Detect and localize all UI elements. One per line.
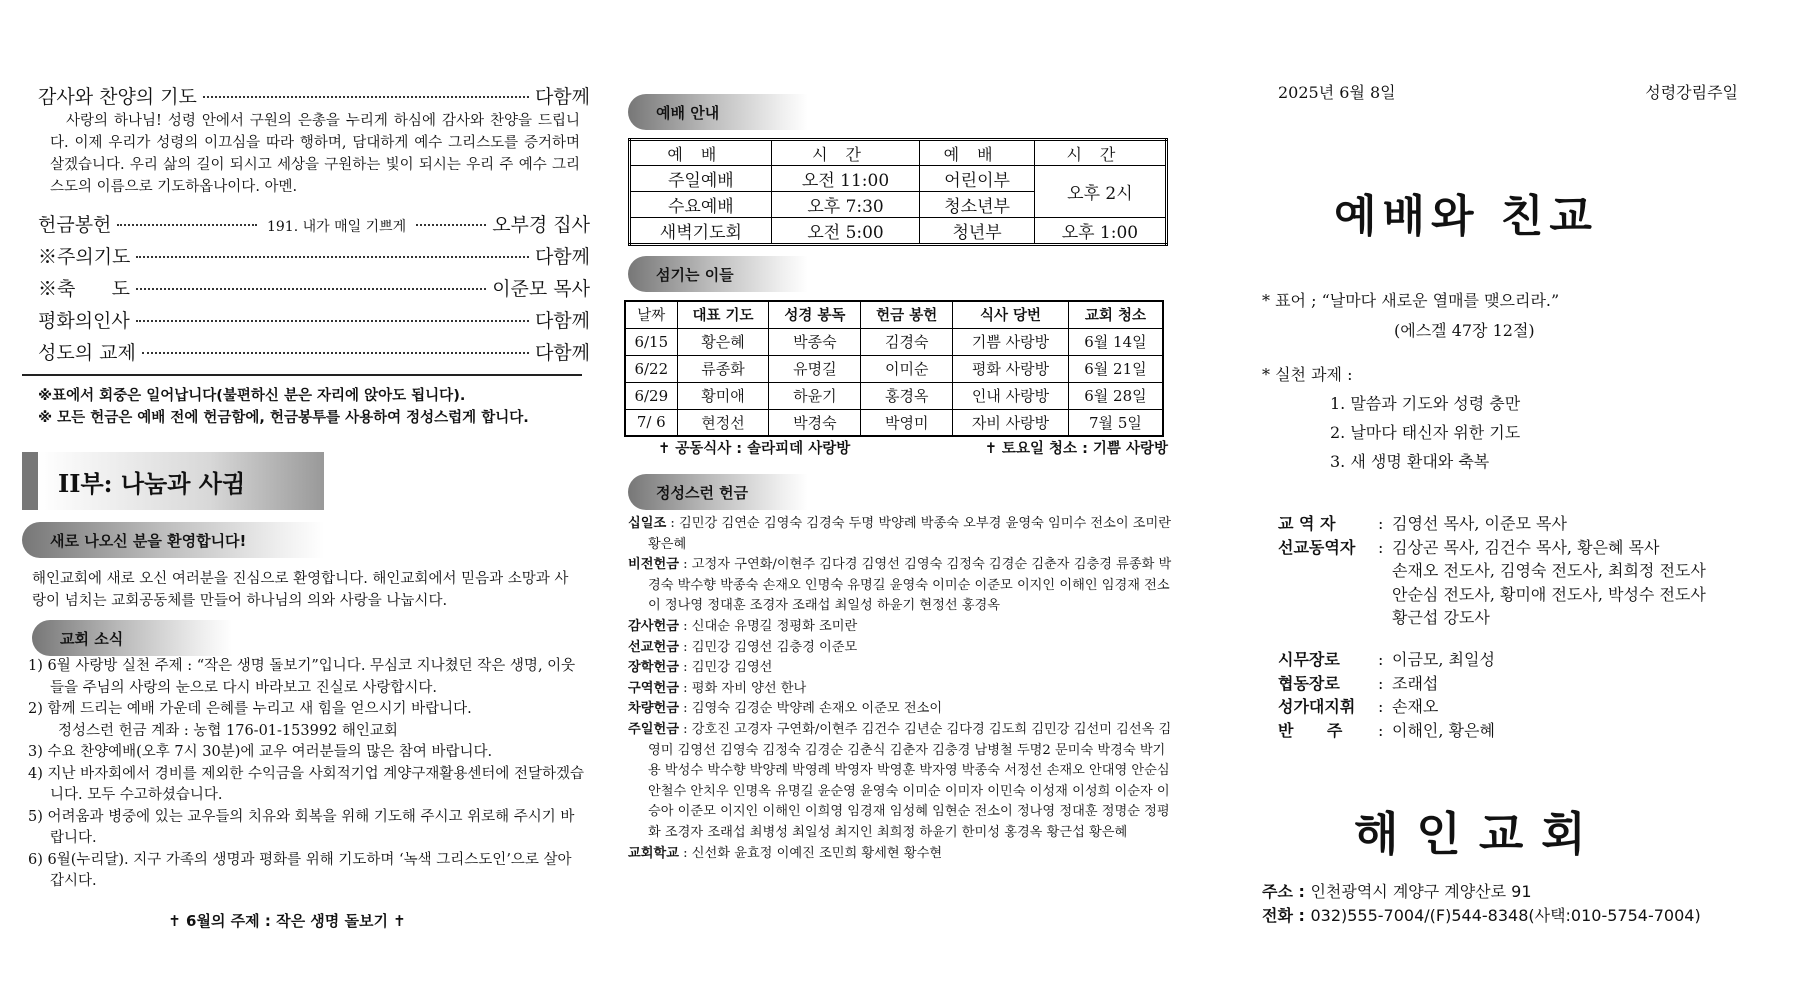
table-row (625, 355, 1163, 382)
news-item: 2) 함께 드리는 예배 가운데 은혜를 누리고 새 힘을 얻으시기 바랍니다. (28, 701, 472, 717)
staff-value: 김상곤 목사, 김건수 목사, 황은혜 목사 (1392, 537, 1660, 557)
table-cell: 홍경옥 (861, 382, 953, 409)
offering-label: 교회학교 (628, 845, 679, 861)
staff-label: 시무장로 (1278, 650, 1340, 669)
table-row (625, 409, 1163, 436)
order-label: 헌금봉헌 (38, 214, 112, 236)
staff-row (1278, 583, 1706, 607)
monthly-theme: ✝ 6월의 주제 : 작은 생명 돌보기 ✝ (168, 912, 406, 930)
offering-item (628, 617, 1173, 638)
practice-label: * 실천 과제 : (1262, 365, 1353, 384)
order-row-lords-prayer (38, 242, 590, 269)
column-header: 식사 당번 (953, 301, 1069, 328)
table-cell: 현정선 (677, 409, 769, 436)
separator: : (678, 557, 692, 573)
prayer-leader: 다함께 (534, 86, 590, 108)
news-heading (32, 620, 232, 656)
motto-label: * 표어 ; (1262, 291, 1322, 310)
table-cell: 6월 14일 (1068, 328, 1163, 355)
dot-leader (203, 96, 529, 98)
servers-heading (628, 256, 808, 292)
staff-list (1278, 512, 1706, 630)
servers-title: 섬기는 이들 (656, 265, 734, 284)
motto-reference: (에스겔 47장 12절) (1394, 321, 1535, 340)
table-header-row (625, 301, 1163, 328)
news-list (28, 656, 584, 893)
table-cell: 인내 사랑방 (953, 382, 1069, 409)
table-cell: 청소년부 (920, 192, 1034, 218)
table-cell: 하윤기 (769, 382, 861, 409)
separator: : (1378, 650, 1384, 669)
column-header: 시간 (771, 140, 920, 166)
offering-list (628, 514, 1173, 864)
column-header: 대표 기도 (677, 301, 769, 328)
staff-label (1278, 559, 1378, 583)
offering-item (628, 699, 1173, 720)
offering-label: 구역헌금 (628, 680, 679, 696)
welcome-text: 해인교회에 새로 오신 여러분을 진심으로 환영합니다. 해인교회에서 믿음과 소망과 사랑이 넘치는 교회공동체를 만들어 하나님의 의와 사랑을 나눕시다. (32, 571, 569, 609)
elders-list (1278, 648, 1495, 742)
separator (1378, 559, 1392, 583)
offering-names: 강호진 고경자 구연화/이현주 김건수 김년순 김다경 김도희 김민강 김선미 김선옥 김영미 김영선 김영숙 김정숙 김경순 김춘식 김춘자 김충경 남병철 두명2 문미숙 박경숙 박기용 박성수 박수향 박양례 박영례 박영자 박영훈 박자영 박종숙 서정선 손재오 안대영 안순심 안철수 안치우 인명옥 유명길 윤순영 윤영숙 이미순 이미자 이민숙 이성재 이성희 이순자 이승아 이준모 이지인 이해인 이희영 임경재 임성혜 임현순 전소이 정나영 정대훈 정명순 정평화 조경자 조래섭 최병성 최일성 최지인 최희정 하윤기 한미성 홍경옥 황근섭 황은혜 (648, 721, 1172, 840)
staff-value: 손재오 (1392, 697, 1439, 716)
staff-row (1278, 512, 1706, 536)
worship-schedule-table (628, 138, 1168, 246)
meal-cleaning-line (658, 437, 1168, 458)
dot-leader (416, 224, 486, 226)
separator: : (1378, 720, 1384, 740)
order-row-peace (38, 306, 590, 333)
dot-leader (136, 288, 486, 290)
bulletin-title: 예배와 친교 (1334, 191, 1598, 242)
separator: : (678, 701, 692, 717)
offering-item (628, 555, 1173, 617)
staff-label (1278, 583, 1378, 607)
staff-value: 황근섭 강도사 (1392, 608, 1490, 627)
staff-value: 김영선 목사, 이준모 목사 (1392, 514, 1567, 533)
table-cell: 7월 5일 (1068, 409, 1163, 436)
offering-label: 장학헌금 (628, 660, 679, 676)
practice-tasks (1262, 360, 1520, 476)
order-person: 다함께 (534, 310, 590, 332)
notes (38, 385, 529, 429)
table-cell: 김경숙 (861, 328, 953, 355)
divider (22, 374, 582, 376)
staff-label (1278, 606, 1378, 630)
offering-names: 신선화 윤효정 이예진 조민희 황세현 황수현 (691, 845, 943, 861)
dot-leader (142, 352, 529, 354)
table-cell: 기쁨 사랑방 (953, 328, 1069, 355)
welcome-heading (22, 522, 324, 558)
schedule-heading (628, 94, 808, 130)
offering-item (628, 658, 1173, 679)
table-cell: 박영미 (861, 409, 953, 436)
address-label: 주소 : (1262, 882, 1311, 901)
table-row (630, 166, 1167, 192)
offering-item (628, 844, 1173, 865)
dot-leader (117, 224, 257, 226)
address: 인천광역시 계양구 계양산로 91 (1310, 882, 1532, 901)
offering-names: 김민강 김영선 (691, 660, 773, 676)
table-cell: 주일예배 (630, 166, 772, 192)
separator (1378, 606, 1392, 630)
offering-label: 십일조 (628, 516, 667, 531)
staff-value: 안순심 전도사, 황미애 전도사, 박성수 전도사 (1392, 584, 1706, 604)
order-row-benediction (38, 274, 590, 301)
table-cell: 황은혜 (677, 328, 769, 355)
table-cell: 6월 28일 (1068, 382, 1163, 409)
column-header: 교회 청소 (1068, 301, 1163, 328)
staff-row (1278, 695, 1495, 719)
table-cell: 박경숙 (769, 409, 861, 436)
practice-item: 2. 날마다 태신자 위한 기도 (1330, 423, 1521, 442)
sunday-name: 성령강림주일 (1645, 83, 1738, 102)
separator: : (678, 721, 692, 737)
offering-heading (628, 474, 808, 510)
news-item: 4) 지난 바자회에서 경비를 제외한 수익금을 사회적기업 계양구재활용센터에 전달하겠습니다. 모두 수고하셨습니다. (28, 765, 585, 803)
separator: : (666, 516, 680, 531)
separator (1378, 583, 1392, 607)
saturday-cleaning: ✝ 토요일 청소 : 기쁨 사랑방 (984, 441, 1168, 457)
news-title: 교회 소식 (60, 629, 124, 648)
staff-value: 손재오 전도사, 김영숙 전도사, 최희정 전도사 (1392, 561, 1706, 580)
staff-label: 반 주 (1278, 720, 1343, 740)
news-item: 6) 6월(누리달). 지구 가족의 생명과 평화를 위해 기도하며 ‘녹색 그리스도인’으로 살아갑시다. (28, 851, 572, 889)
table-cell: 자비 사랑방 (953, 409, 1069, 436)
staff-label: 선교동역자 (1278, 537, 1356, 557)
offering-item (628, 720, 1173, 844)
table-cell: 6월 21일 (1068, 355, 1163, 382)
order-label: ※축 도 (38, 278, 130, 300)
table-cell: 청년부 (920, 218, 1034, 245)
staff-row (1278, 559, 1706, 583)
news-item: 5) 어려움과 병중에 있는 교우들의 치유와 회복을 위해 기도해 주시고 위로해 주시기 바랍니다. (28, 808, 575, 846)
offering-label: 감사헌금 (628, 618, 679, 634)
offering-label: 차량헌금 (628, 701, 679, 717)
offering-label: 비전헌금 (628, 557, 679, 573)
table-cell: 오전 11:00 (771, 166, 920, 192)
staff-row (1278, 672, 1495, 696)
motto (1262, 286, 1559, 346)
order-row-offering (38, 210, 590, 237)
staff-row (1278, 606, 1706, 630)
table-cell: 이미순 (861, 355, 953, 382)
column-header: 예배 (920, 140, 1034, 166)
offering-names: 김영숙 김경순 박양례 손재오 이준모 전소이 (691, 701, 943, 717)
order-person: 다함께 (534, 246, 590, 268)
order-hymn: 191. 내가 매일 기쁘게 (266, 219, 407, 235)
news-item: 1) 6월 사랑방 실천 주제 : “작은 생명 돌보기”입니다. 무심코 지나쳤던 작은 생명, 이웃들을 주님의 사랑의 눈으로 다시 바라보고 진실로 사랑합시다. (28, 658, 576, 696)
motto-text: “날마다 새로운 열매를 맺으리라.” (1321, 291, 1560, 310)
order-person: 이준모 목사 (492, 278, 590, 300)
table-cell: 새벽기도회 (630, 218, 772, 245)
table-cell: 평화 사랑방 (953, 355, 1069, 382)
order-person: 다함께 (534, 342, 590, 364)
separator: : (678, 618, 692, 634)
order-label: 평화의인사 (38, 310, 130, 332)
column-header: 예배 (630, 140, 772, 166)
common-meal: ✝ 공동식사 : 솔라피데 사랑방 (658, 441, 851, 457)
column-header: 헌금 봉헌 (861, 301, 953, 328)
offering-item (628, 514, 1173, 555)
staff-value: 이해인, 황은혜 (1392, 720, 1495, 740)
offering-item (628, 679, 1173, 700)
date-line (1278, 80, 1738, 103)
offering-names: 김민강 김영선 김충경 이준모 (691, 639, 858, 655)
order-label: ※주의기도 (38, 246, 131, 268)
news-item: 3) 수요 찬양예배(오후 7시 30분)에 교우 여러분들의 많은 참여 바랍니다. (28, 744, 493, 760)
separator: : (678, 845, 692, 861)
servers-table (624, 300, 1164, 437)
offering-names: 김민강 김연순 김영숙 김경숙 두명 박양례 박종숙 오부경 윤영숙 임미수 전소이 조미란 황은혜 (648, 516, 1172, 552)
table-cell: 6/29 (625, 382, 677, 409)
offering-label: 선교헌금 (628, 639, 679, 655)
separator: : (1378, 673, 1384, 693)
staff-row (1278, 719, 1495, 743)
practice-item: 1. 말씀과 기도와 성령 충만 (1330, 394, 1521, 413)
table-cell: 류종화 (677, 355, 769, 382)
dot-leader (136, 320, 529, 322)
welcome-title: 새로 나오신 분을 환영합니다! (50, 531, 247, 550)
column-header: 성경 봉독 (769, 301, 861, 328)
prayer-heading (38, 82, 590, 109)
bulletin-date: 2025년 6월 8일 (1278, 83, 1396, 102)
table-row (630, 218, 1167, 245)
note-standing: ※표에서 회중은 일어납니다(불편하신 분은 자리에 앉아도 됩니다). (38, 388, 466, 404)
prayer-title: 감사와 찬양의 기도 (38, 86, 197, 108)
table-row (625, 328, 1163, 355)
contact-info (1262, 880, 1701, 928)
separator: : (1378, 537, 1384, 557)
table-row (625, 382, 1163, 409)
table-cell: 황미애 (677, 382, 769, 409)
phone: 032)555-7004/(F)544-8348(사택:010-5754-7004) (1310, 906, 1701, 925)
table-cell: 6/22 (625, 355, 677, 382)
table-cell: 오전 5:00 (771, 218, 920, 245)
offering-names: 평화 자비 양선 한나 (691, 680, 807, 696)
staff-label: 협동장로 (1278, 673, 1340, 693)
staff-label: 성가대지휘 (1278, 697, 1356, 716)
table-cell: 오후 1:00 (1034, 218, 1166, 245)
table-cell: 7/ 6 (625, 409, 677, 436)
staff-row (1278, 536, 1706, 560)
order-row-fellowship (38, 338, 590, 365)
offering-names: 고정자 구연화/이현주 김다경 김영선 김영숙 김정숙 김경순 김춘자 김충경 류종화 박경숙 박수향 박종숙 손재오 인명숙 유명길 윤영숙 이미순 이준모 이지인 이해인 임경재 전소이 정나영 정대훈 조경자 조래섭 최일성 하윤기 현정선 홍경옥 (648, 557, 1172, 614)
table-cell: 6/15 (625, 328, 677, 355)
schedule-title: 예배 안내 (656, 103, 720, 122)
offering-label: 주일헌금 (628, 721, 679, 737)
table-cell: 오후 7:30 (771, 192, 920, 218)
phone-label: 전화 : (1262, 906, 1311, 925)
staff-value: 이금모, 최일성 (1392, 650, 1495, 669)
order-label: 성도의 교제 (38, 342, 136, 364)
separator: : (1378, 697, 1384, 716)
church-name: 해인교회 (1354, 807, 1604, 861)
offering-title: 정성스런 헌금 (656, 483, 749, 502)
separator: : (678, 639, 692, 655)
separator: : (678, 660, 692, 676)
offering-names: 신대순 유명길 정평화 조미란 (691, 618, 858, 634)
note-offering: ※ 모든 헌금은 예배 전에 헌금함에, 헌금봉투를 사용하여 정성스럽게 합니다. (38, 410, 529, 426)
news-item-account: 정성스런 헌금 계좌 : 농협 176-01-153992 해인교회 (58, 722, 398, 739)
practice-item: 3. 새 생명 환대와 축복 (1330, 452, 1490, 471)
separator: : (678, 680, 692, 696)
table-cell: 수요예배 (630, 192, 772, 218)
table-cell: 어린이부 (920, 166, 1034, 192)
prayer-text: 사랑의 하나님! 성령 안에서 구원의 은총을 누리게 하심에 감사와 찬양을 드립니다. 이제 우리가 성령의 이끄심을 따라 행하며, 담대하게 예수 그리스도를 증거하며 살겠습니다. 우리 삶의 길이 되시고 세상을 구원하는 빛이 되시는 우리 주 예수 그리스도의 이름으로 기도하옵나이다. 아멘. (50, 113, 580, 195)
table-cell: 오후 2시 (1034, 166, 1166, 218)
separator: : (1378, 514, 1384, 533)
column-header: 날짜 (625, 301, 677, 328)
offering-item (628, 638, 1173, 659)
column-header: 시간 (1034, 140, 1166, 166)
part-two-banner (22, 452, 324, 510)
table-cell: 박종숙 (769, 328, 861, 355)
part-title: II부: 나눔과 사귐 (58, 468, 246, 498)
staff-value: 조래섭 (1392, 673, 1439, 693)
order-person: 오부경 집사 (492, 214, 590, 236)
staff-row (1278, 648, 1495, 672)
table-header-row (630, 140, 1167, 166)
dot-leader (136, 256, 529, 258)
staff-label: 교 역 자 (1278, 514, 1336, 533)
table-cell: 유명길 (769, 355, 861, 382)
